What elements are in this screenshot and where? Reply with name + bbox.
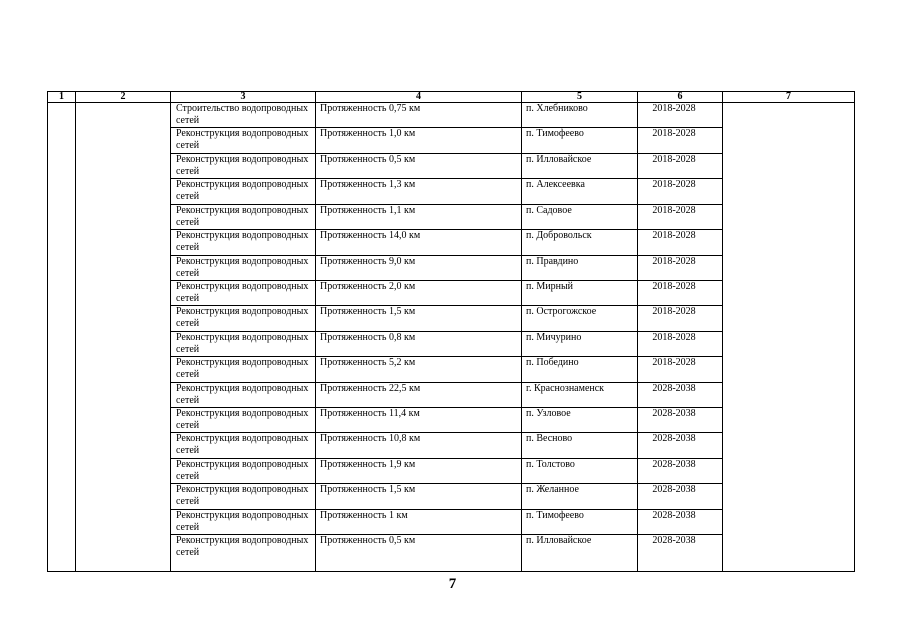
cell-period-text: 2018-2028	[652, 357, 696, 369]
cell-period	[638, 357, 723, 382]
cell-period-text: 2018-2028	[652, 331, 696, 343]
cell-work-text: Реконструкция водопроводных сетей	[176, 535, 309, 559]
cell-col-1	[48, 103, 76, 128]
cell-length	[316, 433, 522, 458]
cell-length	[316, 484, 522, 509]
cell-work	[171, 458, 316, 483]
cell-period	[638, 128, 723, 153]
cell-work-text: Реконструкция водопроводных сетей	[176, 509, 309, 533]
table-body	[48, 103, 855, 572]
cell-place	[522, 382, 638, 407]
cell-work	[171, 306, 316, 331]
cell-period	[638, 509, 723, 534]
cell-length	[316, 230, 522, 255]
cell-length	[316, 458, 522, 483]
cell-work-text: Реконструкция водопроводных сетей	[176, 306, 309, 330]
cell-place-text: п. Добровольск	[526, 230, 592, 242]
column-header-6: 6	[638, 92, 723, 103]
cell-length-text: Протяженность 0,5 км	[320, 153, 416, 165]
cell-period	[638, 230, 723, 255]
cell-place-text: п. Илловайское	[526, 535, 592, 547]
cell-work-text: Реконструкция водопроводных сетей	[176, 128, 309, 152]
cell-work	[171, 128, 316, 153]
table-row	[48, 433, 855, 458]
cell-col-1	[48, 179, 76, 204]
cell-period-text: 2028-2038	[652, 408, 696, 420]
cell-period	[638, 280, 723, 305]
cell-work	[171, 280, 316, 305]
cell-period	[638, 331, 723, 356]
cell-place	[522, 433, 638, 458]
cell-length	[316, 306, 522, 331]
table-row	[48, 535, 855, 572]
cell-period-text: 2028-2038	[652, 509, 696, 521]
cell-period-text: 2018-2028	[652, 204, 696, 216]
cell-place	[522, 153, 638, 178]
cell-work	[171, 230, 316, 255]
cell-col-1	[48, 306, 76, 331]
cell-length	[316, 128, 522, 153]
cell-work-text: Реконструкция водопроводных сетей	[176, 230, 309, 254]
cell-place-text: п. Желанное	[526, 484, 579, 496]
table-row	[48, 357, 855, 382]
cell-period	[638, 408, 723, 433]
cell-length	[316, 408, 522, 433]
cell-place-text: п. Правдино	[526, 255, 579, 267]
cell-col-1	[48, 331, 76, 356]
cell-place	[522, 103, 638, 128]
cell-length-text: Протяженность 1,3 км	[320, 179, 416, 191]
cell-col-2	[76, 179, 171, 204]
cell-length-text: Протяженность 14,0 км	[320, 230, 421, 242]
cell-work	[171, 408, 316, 433]
cell-length	[316, 280, 522, 305]
cell-place-text: п. Алексеевка	[526, 179, 585, 191]
cell-length	[316, 255, 522, 280]
cell-place-text: п. Острогожское	[526, 306, 597, 318]
cell-work-text: Реконструкция водопроводных сетей	[176, 204, 309, 228]
cell-work-text: Реконструкция водопроводных сетей	[176, 255, 309, 279]
cell-period	[638, 255, 723, 280]
cell-period-text: 2018-2028	[652, 255, 696, 267]
cell-work	[171, 153, 316, 178]
cell-work-text: Реконструкция водопроводных сетей	[176, 433, 309, 457]
cell-period	[638, 458, 723, 483]
cell-period	[638, 535, 723, 572]
cell-place	[522, 509, 638, 534]
column-header-3: 3	[171, 92, 316, 103]
cell-period-text: 2018-2028	[652, 230, 696, 242]
cell-period-text: 2018-2028	[652, 103, 696, 114]
cell-length-text: Протяженность 5,2 км	[320, 357, 416, 369]
cell-length-text: Протяженность 1,0 км	[320, 128, 416, 140]
cell-length-text: Протяженность 9,0 км	[320, 255, 416, 267]
cell-length-text: Протяженность 1,5 км	[320, 484, 416, 496]
cell-period-text: 2028-2038	[652, 382, 696, 394]
cell-col-1	[48, 230, 76, 255]
table-row	[48, 179, 855, 204]
cell-period	[638, 433, 723, 458]
table-row	[48, 484, 855, 509]
table-header-row	[48, 92, 855, 103]
table-row	[48, 230, 855, 255]
cell-col-2	[76, 433, 171, 458]
cell-period-text: 2028-2038	[652, 458, 696, 470]
cell-length-text: Протяженность 0,8 км	[320, 331, 416, 343]
cell-length-text: Протяженность 22,5 км	[320, 382, 421, 394]
cell-place-text: п. Мичурино	[526, 331, 582, 343]
cell-col-1	[48, 357, 76, 382]
cell-place-text: п. Победино	[526, 357, 579, 369]
cell-length	[316, 357, 522, 382]
cell-period-text: 2018-2028	[652, 179, 696, 191]
cell-work	[171, 204, 316, 229]
page-number: 7	[448, 576, 457, 592]
cell-length-text: Протяженность 0,5 км	[320, 535, 416, 547]
cell-col-1	[48, 433, 76, 458]
cell-period-text: 2018-2028	[652, 306, 696, 318]
cell-place	[522, 331, 638, 356]
cell-length-text: Протяженность 1,5 км	[320, 306, 416, 318]
cell-col-2	[76, 382, 171, 407]
measures-table	[47, 91, 855, 572]
cell-period-text: 2018-2028	[652, 280, 696, 292]
cell-col-7	[723, 179, 855, 204]
cell-place	[522, 535, 638, 572]
cell-col-1	[48, 204, 76, 229]
cell-col-7	[723, 230, 855, 255]
cell-col-2	[76, 458, 171, 483]
cell-length	[316, 331, 522, 356]
cell-place-text: г. Краснознаменск	[526, 382, 605, 394]
cell-length	[316, 153, 522, 178]
cell-place-text: п. Толстово	[526, 458, 575, 470]
cell-col-1	[48, 280, 76, 305]
cell-length	[316, 509, 522, 534]
cell-place	[522, 230, 638, 255]
cell-period	[638, 382, 723, 407]
cell-length	[316, 382, 522, 407]
cell-col-2	[76, 306, 171, 331]
cell-work	[171, 331, 316, 356]
cell-col-7	[723, 382, 855, 407]
cell-col-2	[76, 128, 171, 153]
cell-length-text: Протяженность 0,75 км	[320, 103, 421, 114]
cell-col-2	[76, 509, 171, 534]
cell-length	[316, 179, 522, 204]
cell-place-text: п. Тимофеево	[526, 509, 584, 521]
cell-col-1	[48, 255, 76, 280]
cell-work	[171, 357, 316, 382]
cell-col-2	[76, 103, 171, 128]
column-header-5: 5	[522, 92, 638, 103]
cell-work	[171, 433, 316, 458]
cell-period	[638, 484, 723, 509]
table-row	[48, 408, 855, 433]
column-header-4: 4	[316, 92, 522, 103]
cell-period	[638, 204, 723, 229]
cell-work	[171, 382, 316, 407]
cell-place	[522, 128, 638, 153]
cell-col-2	[76, 153, 171, 178]
cell-period	[638, 103, 723, 128]
cell-place	[522, 255, 638, 280]
table-row	[48, 382, 855, 407]
table-row	[48, 153, 855, 178]
cell-col-2	[76, 484, 171, 509]
column-header-2: 2	[76, 92, 171, 103]
cell-place-text: п. Илловайское	[526, 153, 592, 165]
cell-period	[638, 179, 723, 204]
cell-place-text: п. Садовое	[526, 204, 572, 216]
cell-period-text: 2028-2038	[652, 535, 696, 547]
cell-length-text: Протяженность 1,9 км	[320, 458, 416, 470]
cell-col-2	[76, 280, 171, 305]
cell-place-text: п. Узловое	[526, 408, 571, 420]
cell-col-7	[723, 128, 855, 153]
column-header-7: 7	[723, 92, 855, 103]
cell-col-2	[76, 408, 171, 433]
cell-col-2	[76, 535, 171, 572]
table-row	[48, 103, 855, 128]
cell-work-text: Строительство водопроводных сетей	[176, 103, 309, 126]
cell-length-text: Протяженность 1 км	[320, 509, 408, 521]
cell-length	[316, 535, 522, 572]
cell-work-text: Реконструкция водопроводных сетей	[176, 153, 309, 177]
cell-col-2	[76, 255, 171, 280]
cell-work	[171, 484, 316, 509]
cell-length-text: Протяженность 1,1 км	[320, 204, 416, 216]
cell-work-text: Реконструкция водопроводных сетей	[176, 382, 309, 406]
cell-col-7	[723, 255, 855, 280]
cell-col-1	[48, 458, 76, 483]
cell-place-text: п. Мирный	[526, 280, 574, 292]
cell-col-1	[48, 153, 76, 178]
cell-period	[638, 153, 723, 178]
cell-work-text: Реконструкция водопроводных сетей	[176, 357, 309, 381]
cell-col-7	[723, 103, 855, 128]
cell-work	[171, 509, 316, 534]
cell-col-2	[76, 331, 171, 356]
cell-col-7	[723, 458, 855, 483]
cell-length-text: Протяженность 11,4 км	[320, 408, 420, 420]
cell-work	[171, 103, 316, 128]
cell-place-text: п. Тимофеево	[526, 128, 584, 140]
cell-col-7	[723, 357, 855, 382]
cell-work-text: Реконструкция водопроводных сетей	[176, 331, 309, 355]
cell-length-text: Протяженность 2,0 км	[320, 280, 416, 292]
cell-work-text: Реконструкция водопроводных сетей	[176, 458, 309, 482]
cell-col-1	[48, 509, 76, 534]
cell-col-7	[723, 535, 855, 572]
column-header-1: 1	[48, 92, 76, 103]
cell-place	[522, 458, 638, 483]
cell-col-7	[723, 204, 855, 229]
cell-col-7	[723, 280, 855, 305]
table-row	[48, 255, 855, 280]
cell-place	[522, 306, 638, 331]
cell-col-1	[48, 408, 76, 433]
cell-place	[522, 484, 638, 509]
table-row	[48, 509, 855, 534]
cell-work-text: Реконструкция водопроводных сетей	[176, 484, 309, 508]
cell-work-text: Реконструкция водопроводных сетей	[176, 408, 309, 432]
cell-work-text: Реконструкция водопроводных сетей	[176, 280, 309, 304]
cell-col-7	[723, 306, 855, 331]
cell-place	[522, 408, 638, 433]
cell-place-text: п. Весново	[526, 433, 573, 445]
table-row	[48, 280, 855, 305]
table-row	[48, 204, 855, 229]
document-page	[47, 91, 854, 572]
cell-col-7	[723, 433, 855, 458]
table-row	[48, 458, 855, 483]
table-row	[48, 128, 855, 153]
cell-period-text: 2028-2038	[652, 433, 696, 445]
cell-col-7	[723, 484, 855, 509]
cell-period-text: 2018-2028	[652, 153, 696, 165]
cell-work	[171, 255, 316, 280]
cell-place	[522, 179, 638, 204]
table-row	[48, 331, 855, 356]
cell-period	[638, 306, 723, 331]
cell-col-1	[48, 382, 76, 407]
cell-col-1	[48, 484, 76, 509]
cell-period-text: 2018-2028	[652, 128, 696, 140]
cell-col-2	[76, 230, 171, 255]
cell-col-2	[76, 204, 171, 229]
cell-period-text: 2028-2038	[652, 484, 696, 496]
cell-place	[522, 280, 638, 305]
cell-length-text: Протяженность 10,8 км	[320, 433, 421, 445]
cell-col-2	[76, 357, 171, 382]
cell-place-text: п. Хлебниково	[526, 103, 588, 114]
cell-col-1	[48, 535, 76, 572]
cell-col-7	[723, 408, 855, 433]
cell-col-1	[48, 128, 76, 153]
cell-place	[522, 357, 638, 382]
cell-place	[522, 204, 638, 229]
cell-work-text: Реконструкция водопроводных сетей	[176, 179, 309, 203]
cell-col-7	[723, 153, 855, 178]
cell-work	[171, 535, 316, 572]
cell-col-7	[723, 331, 855, 356]
cell-length	[316, 204, 522, 229]
cell-col-7	[723, 509, 855, 534]
cell-length	[316, 103, 522, 128]
cell-work	[171, 179, 316, 204]
table-row	[48, 306, 855, 331]
